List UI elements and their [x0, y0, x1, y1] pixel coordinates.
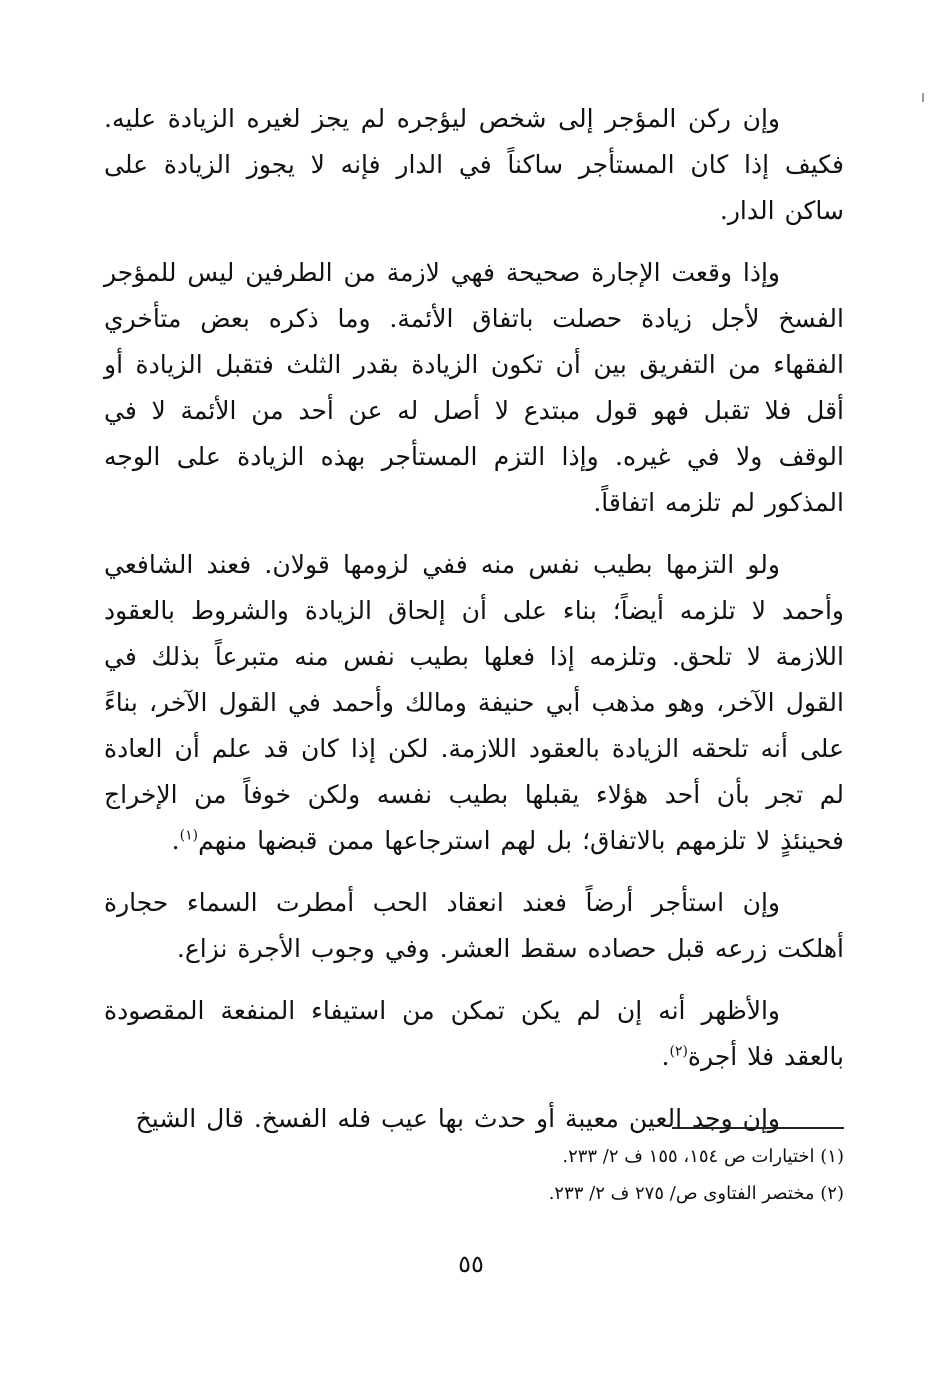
paragraph: [104, 988, 844, 1080]
footnote-reference: (١): [179, 827, 199, 844]
paragraph-text: ولو التزمها بطيب نفس منه ففي لزومها قولان. فعند الشافعي وأحمد لا تلزمه أيضاً؛ بناء على أن إلحاق الزيادة والشروط بالعقود اللازمة لا تلحق. وتلزمه إذا فعلها بطيب نفس منه متبرعاً بذلك في القول الآخر، وهو مذهب أبي حنيفة ومالك وأحمد في القول الآخر، بناءً على أنه تلحقه الزيادة بالعقود اللازمة. لكن إذا كان قد علم أن العادة لم تجر بأن أحد هؤلاء يقبلها بطيب نفسه ولكن خوفاً من الإخراج فحينئذٍ لا تلزمهم بالاتفاق؛ بل لهم استرجاعها ممن قبضها منهم: [104, 550, 844, 855]
paragraph-end-mark: .: [171, 826, 180, 855]
footnote-item: (١) اختيارات ص ١٥٤، ١٥٥ ف ٢/ ٢٣٣.: [562, 1146, 844, 1167]
paragraph: [104, 96, 844, 234]
paragraph: [104, 1096, 844, 1142]
scan-mark: [922, 93, 924, 102]
paragraph-text: والأظهر أنه إن لم يكن تمكن من استيفاء المنفعة المقصودة بالعقد فلا أجرة: [104, 996, 844, 1071]
footnotes: [300, 1138, 844, 1212]
footnote-reference: (٢): [669, 1043, 688, 1060]
paragraph-end-mark: .: [661, 1042, 670, 1071]
main-text: [104, 96, 844, 1158]
footnote-divider: [672, 1127, 844, 1129]
paragraph-text: وإن استأجر أرضاً فعند انعقاد الحب أمطرت السماء حجارة أهلكت زرعه قبل حصاده سقط العشر. وفي وجوب الأجرة نزاع.: [104, 888, 844, 963]
paragraph: [104, 250, 844, 526]
paragraph: [104, 880, 844, 972]
paragraph-text: وإن ركن المؤجر إلى شخص ليؤجره لم يجز لغيره الزيادة عليه. فكيف إذا كان المستأجر ساكناً في الدار فإنه لا يجوز الزيادة على ساكن الدار.: [104, 104, 844, 225]
paragraph-text: وإذا وقعت الإجارة صحيحة فهي لازمة من الطرفين ليس للمؤجر الفسخ لأجل زيادة حصلت باتفاق الأئمة. وما ذكره بعض متأخري الفقهاء من التفريق بين أن تكون الزيادة بقدر الثلث فتقبل الزيادة أو أقل فلا تقبل فهو قول مبتدع لا أصل له عن أحد من الأئمة لا في الوقف ولا في غيره. وإذا التزم المستأجر بهذه الزيادة على الوجه المذكور لم تلزمه اتفاقاً.: [104, 258, 844, 517]
paragraph-text: وإن وجد العين معيبة أو حدث بها عيب فله الفسخ. قال الشيخ: [135, 1104, 780, 1133]
page-number: ٥٥: [458, 1250, 484, 1278]
footnote-item: (٢) مختصر الفتاوى ص/ ٢٧٥ ف ٢/ ٢٣٣.: [548, 1183, 844, 1204]
paragraph: [104, 542, 844, 864]
